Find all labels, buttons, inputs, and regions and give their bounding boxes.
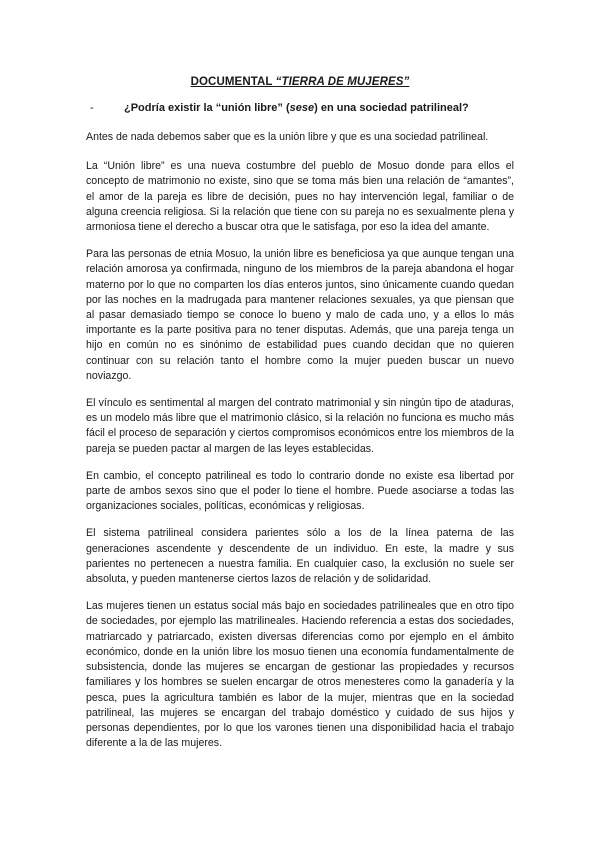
title-italic: “TIERRA DE MUJERES” <box>275 76 410 88</box>
paragraph-sistema: El sistema patrilineal considera parientes sólo a los de la línea paterna de las generaciones ascendente y descendente de un individuo. En este, la madre y sus parientes no pertenecen a nuestra familia. En cualquier caso, la exclusión no suele ser absoluta, y pueden mantenerse ciertos lazos de relación y de solidaridad. <box>86 527 514 586</box>
question-part2: ) en una sociedad patrilineal? <box>314 102 469 114</box>
question-text <box>124 102 469 114</box>
question-italic: sese <box>289 102 315 114</box>
document-page <box>86 76 514 763</box>
paragraph-patrilineal: En cambio, el concepto patrilineal es todo lo contrario donde no existe esa libertad por parte de ambos sexos sino que el poder lo tiene el hombre. Puede asociarse a todas las organizaciones sociales, políticas, económicas y religiosas. <box>86 469 514 513</box>
paragraph-mosuo: Para las personas de etnia Mosuo, la unión libre es beneficiosa ya que aunque tengan una relación amorosa ya confirmada, ninguno de los miembros de la pareja abandona el hogar materno por lo que no comparten los días enteros juntos, sino únicamente cuando quedan por las noches en la madrugada para mantener relaciones sexuales, ya que piensan que al pasar demasiado tiempo se conoce lo bueno y malo de cada uno, y a ellos lo más importante es la parte positiva para no tener disputas. Además, que una pareja tenga un hijo en común no es sinónimo de estabilidad pues cuando decidan que no quieren continuar con su relación tanto el hombre como la mujer pueden buscar un nuevo noviazgo. <box>86 248 514 382</box>
paragraph-vinculo: El vínculo es sentimental al margen del contrato matrimonial y sin ningún tipo de ataduras, es un modelo más libre que el matrimonio clásico, si la relación no funciona es mucho más fácil el proceso de separación y ciertos compromisos económicos entre los miembros de la pareja se pueden pactar al margen de las leyes establecidas. <box>86 397 514 455</box>
paragraph-union-libre: La “Unión libre” es una nueva costumbre del pueblo de Mosuo donde para ellos el concepto de matrimonio no existe, sino que se toma más bien una relación de “amantes”, el amor de la pareja es libre de decisión, pues no hay intervención legal, familiar o de alguna creencia religiosa. Si la relación que tiene con su pareja no es sexualmente plena y armoniosa tiene el derecho a buscar otra que le satisfaga, por eso la idea del amante. <box>86 160 514 234</box>
question-dash: - <box>90 102 94 114</box>
paragraph-intro: Antes de nada debemos saber que es la unión libre y que es una sociedad patrilineal. <box>86 131 489 143</box>
paragraph-mujeres: Las mujeres tienen un estatus social más bajo en sociedades patrilineales que en otro tipo de sociedades, por ejemplo las matrilineales. Haciendo referencia a estas dos sociedades, matriarcado y patriarcado, existen diversas diferencias como por ejemplo en el ámbito económico, donde en la unión libre los mosuo tienen una economía fundamentalmente de subsistencia, donde las mujeres se encargan de gestionar las propiedades y recursos familiares y los hombres se suelen encargar de otros menesteres como la ganadería y la pesca, pues la agricultura también es labor de la mujer, mientras que en la sociedad patrilineal, las mujeres se encargan del trabajo doméstico y cuidado de sus hijos y personas dependientes, por lo que los varones tienen una disponibilidad hacia el trabajo diferente a la de las mujeres. <box>86 600 514 750</box>
document-title <box>86 76 514 88</box>
question-heading <box>86 102 514 114</box>
question-part1: ¿Podría existir la “unión libre” ( <box>124 102 290 114</box>
title-prefix: DOCUMENTAL <box>190 76 276 88</box>
